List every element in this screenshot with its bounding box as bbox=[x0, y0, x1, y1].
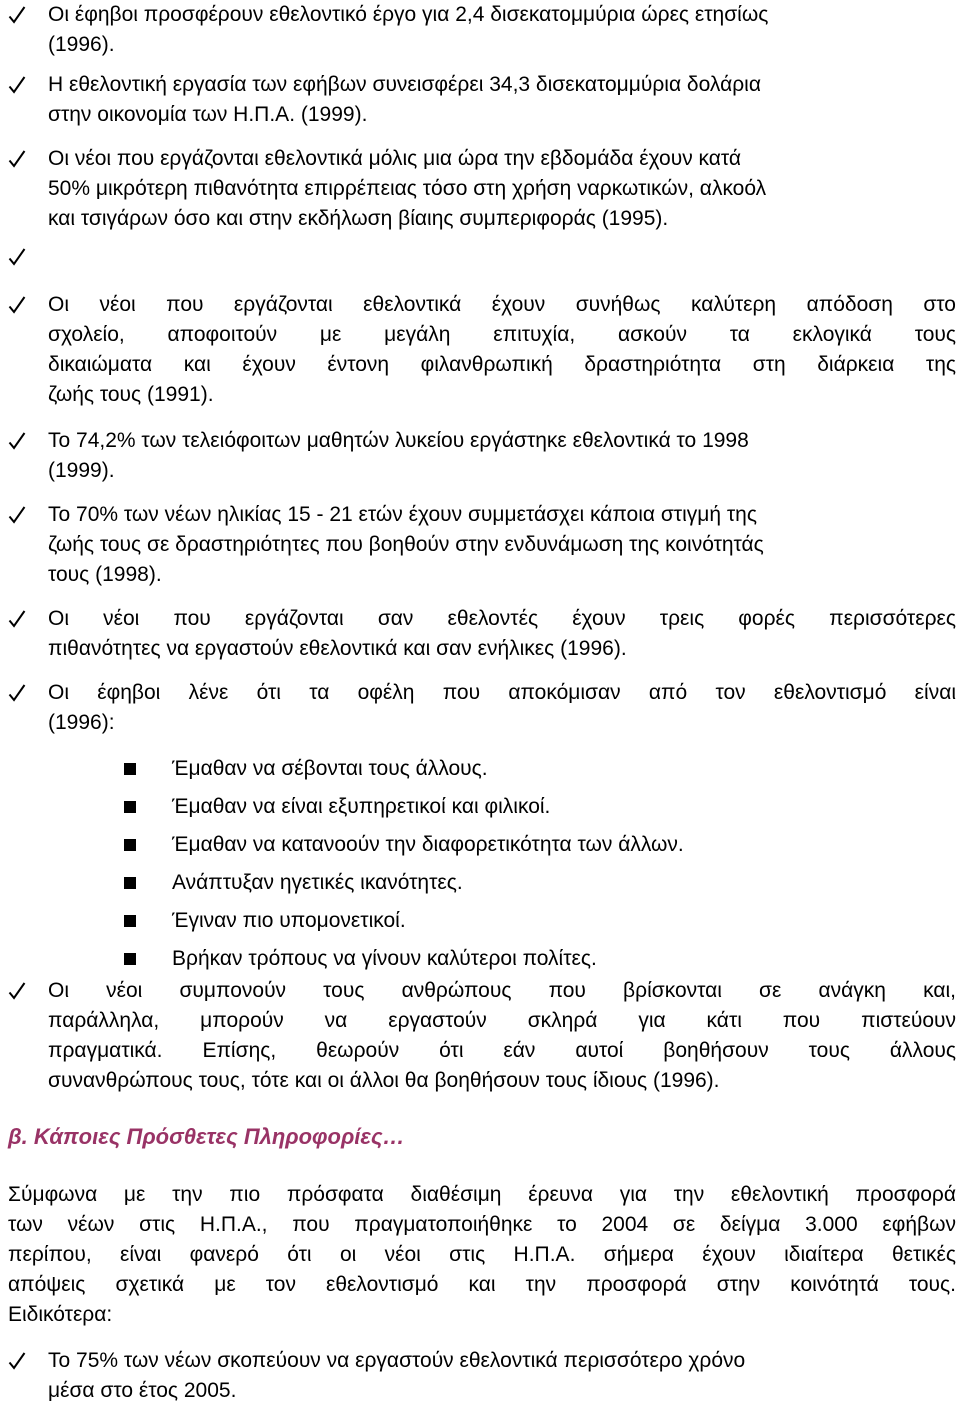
text-line: Οι νέοι που εργάζονται εθελοντικά μόλις μια ώρα την εβδομάδα έχουν κατά bbox=[48, 147, 742, 170]
sub-list-item-text: Ανάπτυξαν ηγετικές ικανότητες. bbox=[172, 871, 463, 894]
text-line: Οι νέοι συμπονούν τους ανθρώπους που βρίσκονται σε ανάγκη και, bbox=[48, 979, 956, 1002]
square-bullet-icon bbox=[124, 877, 136, 889]
sub-list-item-text: Έγιναν πιο υπομονετικοί. bbox=[172, 909, 406, 932]
text-line: Οι νέοι που εργάζονται σαν εθελοντές έχουν τρεις φορές περισσότερες bbox=[48, 607, 956, 630]
checklist-item-text bbox=[48, 604, 956, 664]
checkmark-icon bbox=[8, 980, 28, 1010]
sub-list-item-text: Έμαθαν να σέβονται τους άλλους. bbox=[172, 757, 488, 780]
square-bullet-icon bbox=[124, 801, 136, 813]
checkmark-icon bbox=[8, 4, 28, 34]
text-line: Οι έφηβοι λένε ότι τα οφέλη που αποκόμισαν από τον εθελοντισμό είναι bbox=[48, 681, 956, 704]
section-heading: β. Κάποιες Πρόσθετες Πληροφορίες… bbox=[8, 1124, 405, 1149]
text-line: Το 74,2% των τελειόφοιτων μαθητών λυκείου εργάστηκε εθελοντικά το 1998 bbox=[48, 429, 749, 452]
text-line: συνανθρώπους τους, τότε και οι άλλοι θα βοηθήσουν τους ίδιους (1996). bbox=[48, 1069, 720, 1092]
text-line: (1996). bbox=[48, 33, 115, 56]
sub-list-item bbox=[0, 792, 960, 822]
text-line: πραγματικά. Επίσης, θεωρούν ότι εάν αυτοί βοηθήσουν τους άλλους bbox=[48, 1039, 956, 1062]
sub-list-item bbox=[0, 868, 960, 898]
checklist-item-text bbox=[48, 976, 956, 1096]
sub-list-item bbox=[0, 944, 960, 974]
text-line: τους (1998). bbox=[48, 563, 162, 586]
text-line: σχολείο, αποφοιτούν με μεγάλη επιτυχία, ασκούν τα εκλογικά τους bbox=[48, 323, 956, 346]
square-bullet-icon bbox=[124, 839, 136, 851]
text-line: απόψεις σχετικά με τον εθελοντισμό και την προσφορά στην κοινότητά τους. bbox=[8, 1273, 956, 1296]
sub-list-item bbox=[0, 906, 960, 936]
checklist-item-text bbox=[48, 144, 956, 234]
text-line: Οι νέοι που εργάζονται εθελοντικά έχουν συνήθως καλύτερη απόδοση στο bbox=[48, 293, 956, 316]
text-line: παράλληλα, μπορούν να εργαστούν σκληρά για κάτι που πιστεύουν bbox=[48, 1009, 956, 1032]
checklist-item-text bbox=[48, 290, 956, 410]
text-line: και τσιγάρων όσο και στην εκδήλωση βίαιης συμπεριφοράς (1995). bbox=[48, 207, 669, 230]
text-line: Το 75% των νέων σκοπεύουν να εργαστούν εθελοντικά περισσότερο χρόνο bbox=[48, 1349, 746, 1372]
sub-list-item bbox=[0, 754, 960, 784]
checkmark-icon bbox=[8, 430, 28, 460]
body-paragraph bbox=[8, 1180, 956, 1330]
checklist-item-text bbox=[48, 500, 956, 590]
sub-list-item-text: Έμαθαν να κατανοούν την διαφορετικότητα των άλλων. bbox=[172, 833, 684, 856]
text-line: μέσα στο έτος 2005. bbox=[48, 1379, 237, 1402]
square-bullet-icon bbox=[124, 763, 136, 775]
text-line: πιθανότητες να εργαστούν εθελοντικά και σαν ενήλικες (1996). bbox=[48, 637, 627, 660]
text-line: δικαιώματα και έχουν έντονη φιλανθρωπική δραστηριότητα στη διάρκεια της bbox=[48, 353, 956, 376]
sub-list-item-text: Έμαθαν να είναι εξυπηρετικοί και φιλικοί. bbox=[172, 795, 551, 818]
checklist-item-text bbox=[48, 0, 956, 60]
text-line: στην οικονομία των Η.Π.Α. (1999). bbox=[48, 103, 368, 126]
text-line: Το 70% των νέων ηλικίας 15 - 21 ετών έχουν συμμετάσχει κάποια στιγμή της bbox=[48, 503, 757, 526]
text-line: (1999). bbox=[48, 459, 115, 482]
text-line: των νέων στις Η.Π.Α., που πραγματοποιήθηκε το 2004 σε δείγμα 3.000 εφήβων bbox=[8, 1213, 956, 1236]
checkmark-icon bbox=[8, 148, 28, 178]
checklist-item-text bbox=[48, 426, 956, 486]
checkmark-icon bbox=[8, 74, 28, 104]
sub-list-item-text: Βρήκαν τρόπους να γίνουν καλύτεροι πολίτες. bbox=[172, 947, 597, 970]
text-line: ζωής τους σε δραστηριότητες που βοηθούν στην ενδυνάμωση της κοινότητάς bbox=[48, 533, 764, 556]
text-line: 50% μικρότερη πιθανότητα επιρρέπειας τόσο στη χρήση ναρκωτικών, αλκοόλ bbox=[48, 177, 767, 200]
text-line: (1996): bbox=[48, 711, 115, 734]
text-line: Ειδικότερα: bbox=[8, 1303, 113, 1326]
text-line: Οι έφηβοι προσφέρουν εθελοντικό έργο για 2,4 δισεκατομμύρια ώρες ετησίως bbox=[48, 3, 769, 26]
text-line: Σύμφωνα με την πιο πρόσφατα διαθέσιμη έρευνα για την εθελοντική προσφορά bbox=[8, 1183, 956, 1206]
square-bullet-icon bbox=[124, 915, 136, 927]
checklist-item-text bbox=[48, 70, 956, 130]
checkmark-icon bbox=[8, 504, 28, 534]
text-line: Η εθελοντική εργασία των εφήβων συνεισφέρει 34,3 δισεκατομμύρια δολάρια bbox=[48, 73, 761, 96]
checkmark-icon bbox=[8, 682, 28, 712]
text-line: ζωής τους (1991). bbox=[48, 383, 214, 406]
text-line: περίπου, είναι φανερό ότι οι νέοι στις Η.Π.Α. σήμερα έχουν ιδιαίτερα θετικές bbox=[8, 1243, 956, 1266]
checklist-item-text bbox=[48, 678, 956, 738]
sub-list-item bbox=[0, 830, 960, 860]
checkmark-icon bbox=[8, 294, 28, 324]
square-bullet-icon bbox=[124, 953, 136, 965]
checkmark-icon bbox=[8, 608, 28, 638]
checklist-item-text bbox=[48, 1346, 956, 1406]
checkmark-icon bbox=[8, 246, 28, 276]
checkmark-icon bbox=[8, 1350, 28, 1380]
